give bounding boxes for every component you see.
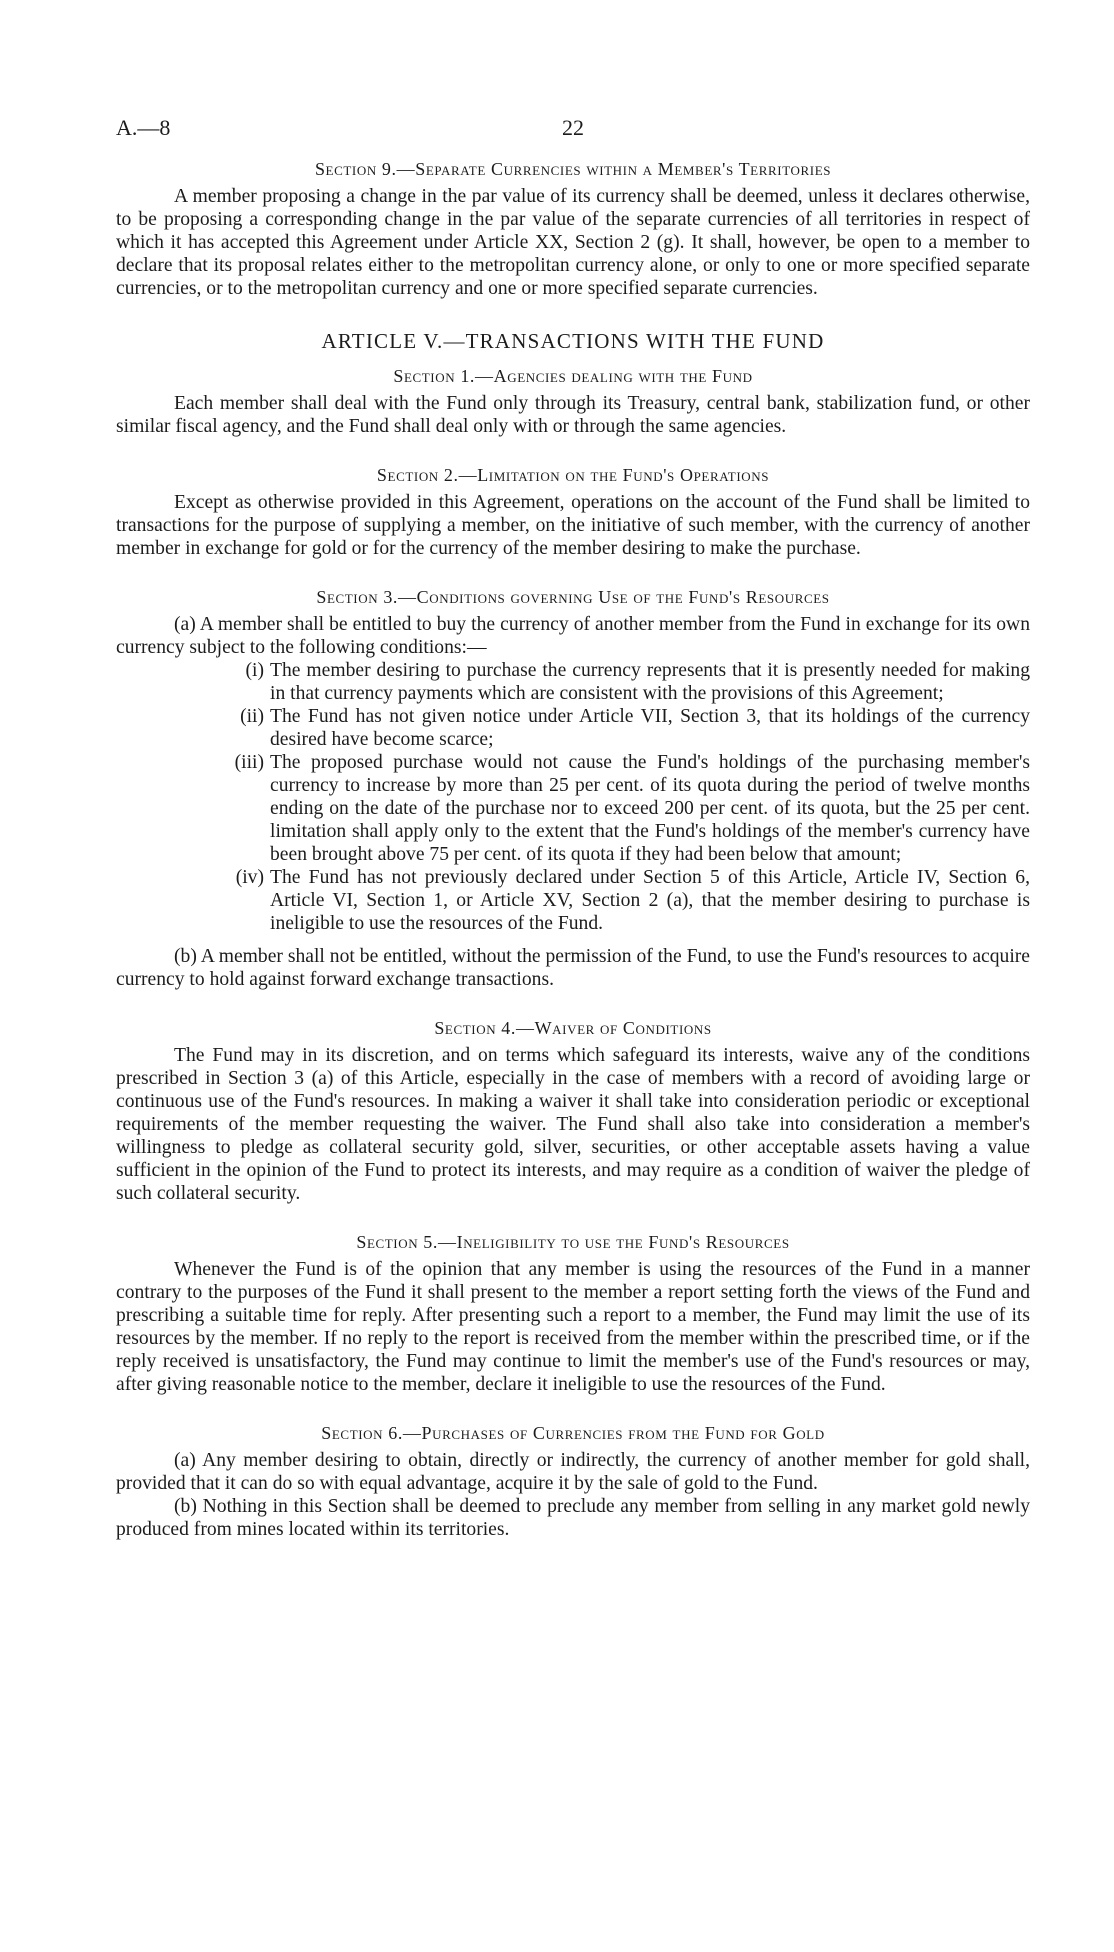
section-6-heading: Section 6.—Purchases of Currencies from the Fund for Gold [321, 1423, 825, 1443]
running-header [116, 116, 1030, 152]
section-6-paragraph-b: (b) Nothing in this Section shall be deemed to preclude any member from selling in any market gold newly produced from mines located within its territories. [116, 1496, 1030, 1540]
section-2-heading: Section 2.—Limitation on the Fund's Operations [376, 465, 770, 485]
section-4-heading: Section 4.—Waiver of Conditions [434, 1018, 712, 1038]
condition-text: The Fund has not previously declared under Section 5 of this Article, Article IV, Section 6, Article VI, Section 1, or Article XV, Section 2 (a), that the member desiring to purchase is ineligible to use the resources of the Fund. [270, 867, 1030, 934]
section-9-paragraph: A member proposing a change in the par value of its currency shall be deemed, unless it declares otherwise, to be proposing a corresponding change in the par value of the separate currencies of all territories in respect of which it has accepted this Agreement under Article XX, Section 2 (g). It shall, however, be open to a member to declare that its proposal relates either to the metropolitan currency alone, or only to one or more specified separate currencies, or to the metropolitan currency and one or more specified separate currencies. [116, 186, 1030, 299]
condition-item [116, 705, 1030, 751]
section-3-intro: (a) A member shall be entitled to buy the currency of another member from the Fund in exchange for its own currency subject to the following conditions:— [116, 614, 1030, 658]
document-page [116, 116, 1030, 1541]
condition-text: The member desiring to purchase the currency represents that it is presently needed for making in that currency payments which are consistent with the provisions of this Agreement; [270, 660, 1030, 704]
section-5-paragraph: Whenever the Fund is of the opinion that any member is using the resources of the Fund in a manner contrary to the purposes of the Fund it shall present to the member a report setting forth the views of the Fund and prescribing a suitable time for reply. After presenting such a report to a member, the Fund may limit the use of its resources by the member. If no reply to the report is received from the member within the prescribed time, or if the reply received is unsatisfactory, the Fund may continue to limit the member's use of the Fund's resources or may, after giving reasonable notice to the member, declare it ineligible to use the resources of the Fund. [116, 1259, 1030, 1395]
section-1-paragraph: Each member shall deal with the Fund only through its Treasury, central bank, stabilization fund, or other similar fiscal agency, and the Fund shall deal only with or through the same agencies. [116, 393, 1030, 437]
condition-label: (iii) [234, 752, 264, 773]
section-1-heading: Section 1.—Agencies dealing with the Fund [393, 366, 753, 386]
section-3-heading: Section 3.—Conditions governing Use of the Fund's Resources [316, 587, 830, 607]
condition-item [116, 866, 1030, 935]
condition-label: (iv) [235, 867, 264, 888]
condition-label: (ii) [240, 706, 264, 727]
article-v-heading: ARTICLE V.—TRANSACTIONS WITH THE FUND [321, 329, 825, 353]
section-6-paragraph-a: (a) Any member desiring to obtain, directly or indirectly, the currency of another member for gold shall, provided that it can do so with equal advantage, acquire it by the sale of gold to the Fund. [116, 1450, 1030, 1494]
document-reference: A.—8 [116, 115, 171, 140]
condition-text: The Fund has not given notice under Article VII, Section 3, that its holdings of the currency desired have become scarce; [270, 706, 1030, 750]
condition-item [116, 659, 1030, 705]
condition-text: The proposed purchase would not cause the Fund's holdings of the purchasing member's currency to increase by more than 25 per cent. of its quota during the period of twelve months ending on the date of the purchase nor to exceed 200 per cent. of its quota, but the 25 per cent. limitation shall apply only to the extent that the Fund's holdings of the member's currency have been brought above 75 per cent. of its quota if they had been below that amount; [270, 752, 1030, 865]
section-4-paragraph: The Fund may in its discretion, and on terms which safeguard its interests, waive any of the conditions prescribed in Section 3 (a) of this Article, especially in the case of members with a record of avoiding large or continuous use of the Fund's resources. In making a waiver it shall take into consideration periodic or exceptional requirements of the member requesting the waiver. The Fund shall also take into consideration a member's willingness to pledge as collateral security gold, silver, securities, or other acceptable assets having a value sufficient in the opinion of the Fund to protect its interests, and may require as a condition of waiver the pledge of such collateral security. [116, 1045, 1030, 1204]
section-3-closing: (b) A member shall not be entitled, without the permission of the Fund, to use the Fund's resources to acquire currency to hold against forward exchange transactions. [116, 946, 1030, 990]
section-9-heading: Section 9.—Separate Currencies within a Member's Territories [314, 159, 832, 179]
condition-item [116, 751, 1030, 866]
section-2-paragraph: Except as otherwise provided in this Agreement, operations on the account of the Fund shall be limited to transactions for the purpose of supplying a member, on the initiative of such member, with the currency of another member in exchange for gold or for the currency of the member desiring to make the purchase. [116, 492, 1030, 559]
page-number: 22 [562, 115, 584, 140]
condition-label: (i) [245, 660, 264, 681]
section-5-heading: Section 5.—Ineligibility to use the Fund's Resources [356, 1232, 790, 1252]
